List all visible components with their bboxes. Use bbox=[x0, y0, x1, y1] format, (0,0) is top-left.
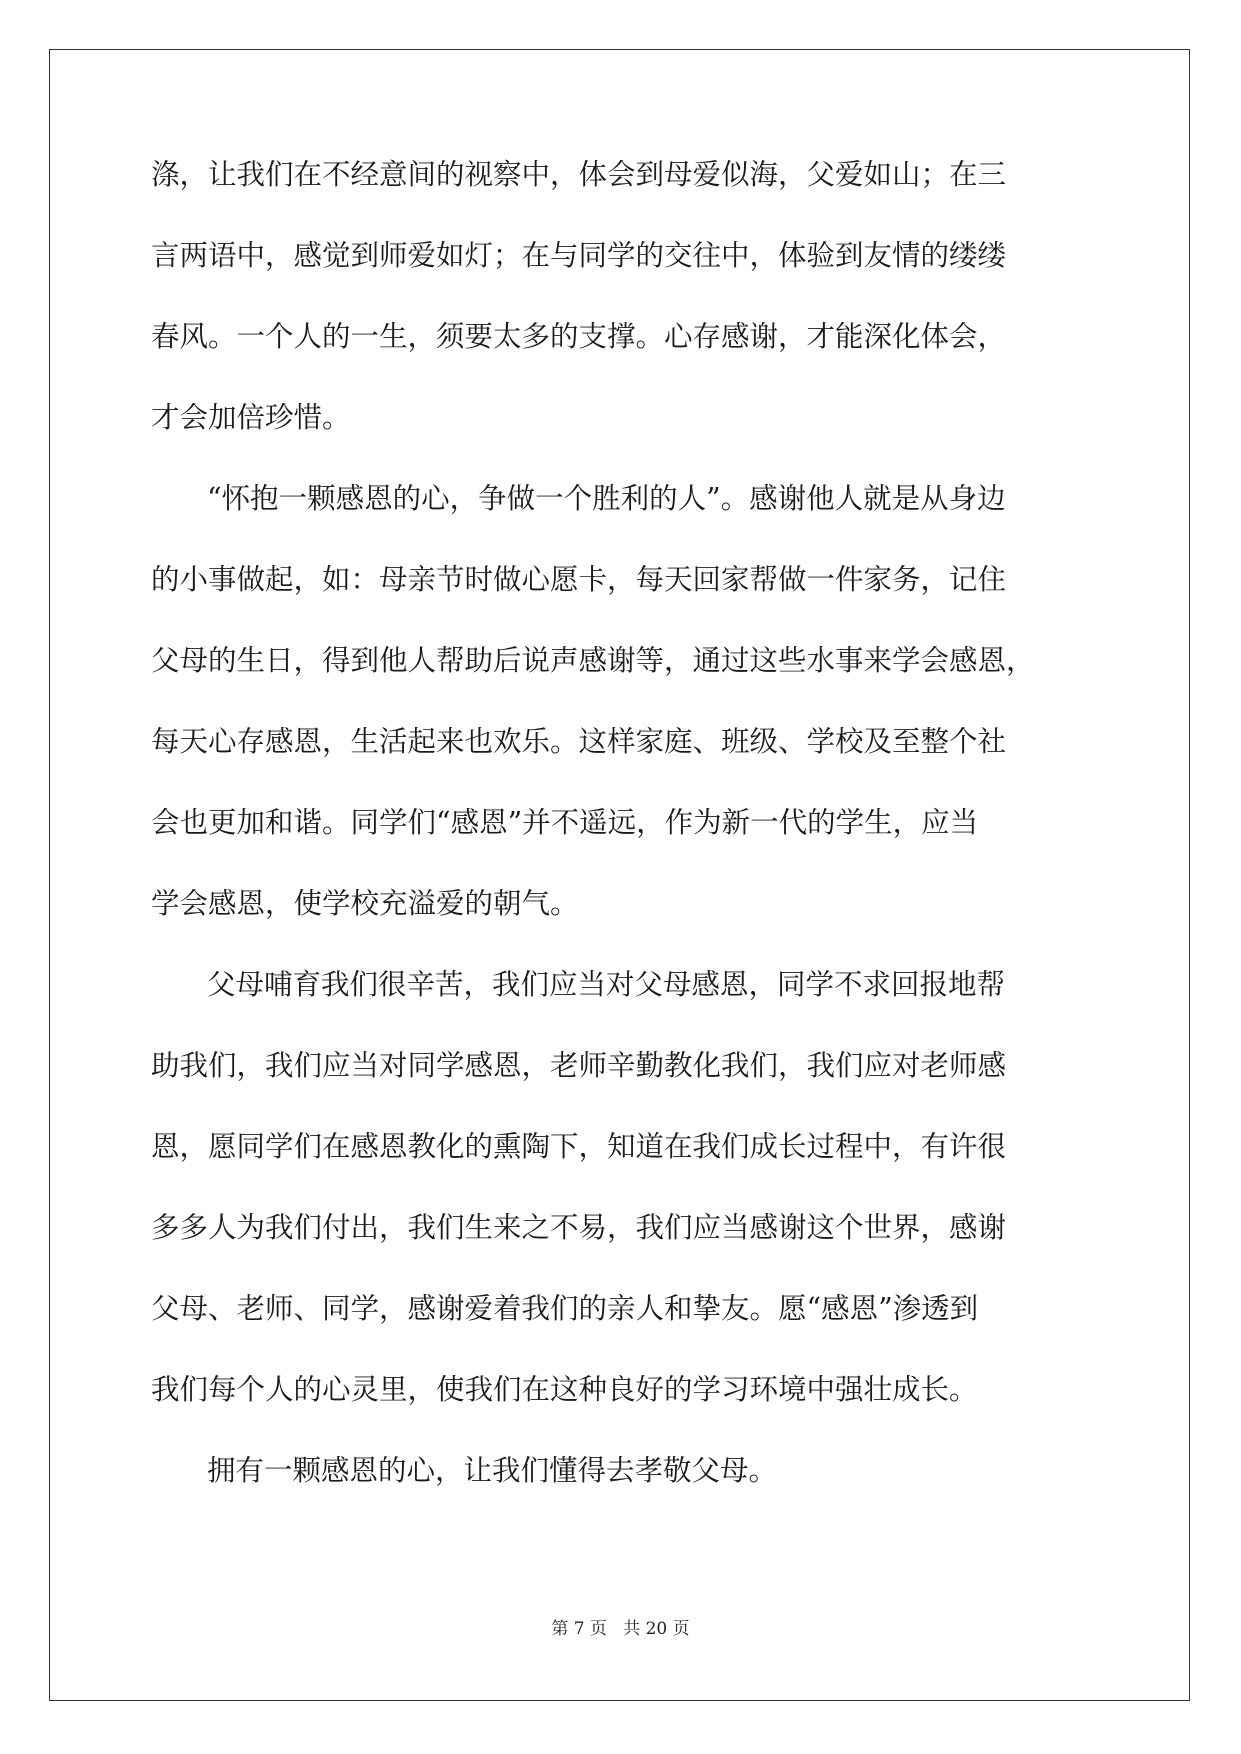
text-line: 多多人为我们付出，我们生来之不易，我们应当感谢这个世界，感谢 bbox=[151, 1211, 1007, 1244]
text-line: 恩，愿同学们在感恩教化的熏陶下，知道在我们成长过程中，有许很 bbox=[151, 1130, 1007, 1163]
text-line: 每天心存感恩，生活起来也欢乐。这样家庭、班级、学校及至整个社 bbox=[151, 725, 1007, 758]
text-line: 助我们，我们应当对同学感恩，老师辛勤教化我们，我们应对老师感 bbox=[151, 1049, 1007, 1082]
text-line: 会也更加和谐。同学们“感恩”并不遥远，作为新一代的学生，应当 bbox=[151, 806, 979, 839]
text-line: 我们每个人的心灵里，使我们在这种良好的学习环境中强壮成长。 bbox=[151, 1373, 978, 1406]
text-line: 言两语中，感觉到师爱如灯；在与同学的交往中，体验到友情的缕缕 bbox=[151, 239, 1007, 272]
paragraph-first-line: 拥有一颗感恩的心，让我们懂得去孝敬父母。 bbox=[207, 1454, 778, 1487]
text-line: 才会加倍珍惜。 bbox=[151, 401, 351, 434]
text-line: 学会感恩，使学校充溢爱的朝气。 bbox=[151, 887, 579, 920]
text-line: 的小事做起，如：母亲节时做心愿卡，每天回家帮做一件家务，记住 bbox=[151, 563, 1007, 596]
paragraph-first-line: 父母哺育我们很辛苦，我们应当对父母感恩，同学不求回报地帮 bbox=[207, 968, 1006, 1001]
text-line: 父母的生日，得到他人帮助后说声感谢等，通过这些水事来学会感恩， bbox=[151, 644, 1035, 677]
paragraph-first-line: “怀抱一颗感恩的心，争做一个胜利的人”。感谢他人就是从身边 bbox=[207, 482, 1006, 515]
page-number: 第 7 页 bbox=[551, 1619, 607, 1639]
text-line: 父母、老师、同学，感谢爱着我们的亲人和挚友。愿“感恩”渗透到 bbox=[151, 1292, 979, 1325]
text-line: 春风。一个人的一生，须要太多的支撑。心存感谢，才能深化体会， bbox=[151, 320, 1007, 353]
page-footer bbox=[0, 1614, 1241, 1639]
page-total: 共 20 页 bbox=[623, 1619, 690, 1639]
text-line: 涤，让我们在不经意间的视察中，体会到母爱似海，父爱如山；在三 bbox=[151, 158, 1007, 191]
